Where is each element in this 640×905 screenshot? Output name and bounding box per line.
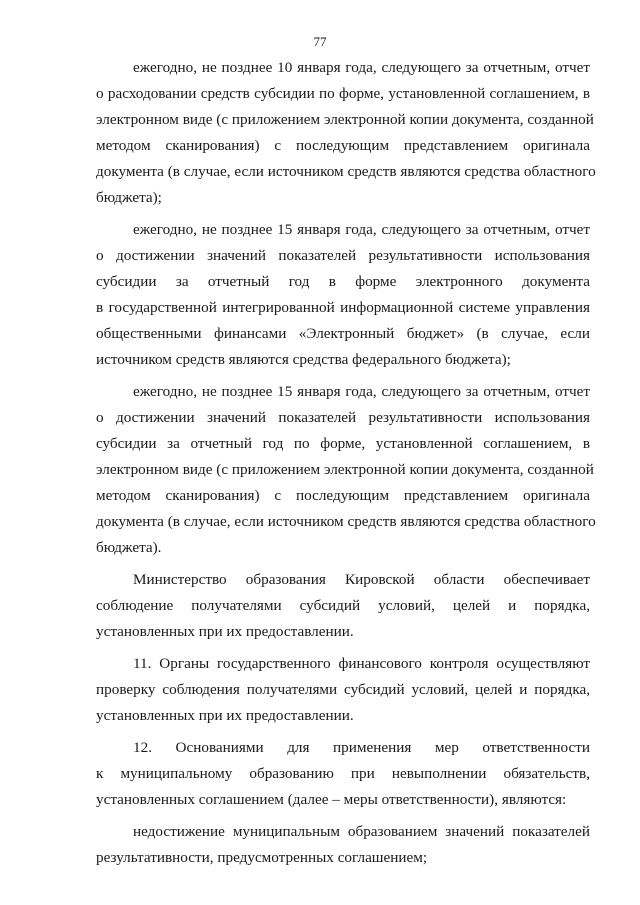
text-line: 11. Органы государственного финансового контроля осуществляют — [133, 655, 590, 672]
text-line: электронном виде (с приложением электронной копии документа, созданной — [96, 111, 594, 128]
paragraph-report-regional — [96, 379, 596, 561]
text-line: субсидии за отчетный год в форме электронного документа — [96, 273, 590, 290]
text-line: бюджета); — [96, 189, 162, 206]
text-line: установленных соглашением (далее – меры ответственности), являются: — [96, 791, 567, 808]
text-line: установленных при их предоставлении. — [96, 707, 354, 724]
text-line: о достижении значений показателей результативности использования — [96, 409, 590, 426]
page-number: 77 — [313, 34, 327, 49]
paragraph-nonachievement — [96, 819, 590, 871]
text-line: установленных при их предоставлении. — [96, 623, 354, 640]
paragraph-item-11 — [96, 651, 590, 729]
paragraph-item-12 — [96, 735, 590, 813]
text-line: ежегодно, не позднее 15 января года, следующего за отчетным, отчет — [133, 221, 590, 238]
paragraph-report-federal — [96, 217, 590, 373]
text-line: общественными финансами «Электронный бюджет» (в случае, если — [96, 325, 590, 342]
text-line: субсидии за отчетный год по форме, установленной соглашением, в — [96, 435, 590, 452]
text-line: ежегодно, не позднее 10 января года, следующего за отчетным, отчет — [133, 59, 590, 76]
text-line: проверку соблюдения получателями субсидий условий, целей и порядка, — [96, 681, 590, 698]
text-line: 12. Основаниями для применения мер ответственности — [133, 739, 590, 756]
text-line: Министерство образования Кировской области обеспечивает — [133, 571, 590, 588]
text-line: источником средств являются средства федерального бюджета); — [96, 351, 511, 368]
text-line: методом сканирования) с последующим представлением оригинала — [96, 487, 590, 504]
text-line: методом сканирования) с последующим представлением оригинала — [96, 137, 590, 154]
text-line: к муниципальному образованию при невыполнении обязательств, — [96, 765, 590, 782]
text-line: о расходовании средств субсидии по форме, установленной соглашением, в — [96, 85, 590, 102]
paragraph-ministry — [96, 567, 590, 645]
text-line: документа (в случае, если источником средств являются средства областного — [96, 163, 596, 180]
document-body — [96, 55, 596, 871]
text-line: бюджета). — [96, 539, 162, 556]
text-line: соблюдение получателями субсидий условий, целей и порядка, — [96, 597, 590, 614]
text-line: документа (в случае, если источником средств являются средства областного — [96, 513, 596, 530]
text-line: о достижении значений показателей результативности использования — [96, 247, 590, 264]
text-line: недостижение муниципальным образованием значений показателей — [133, 823, 590, 840]
paragraph-report-expenditure — [96, 55, 596, 211]
text-line: ежегодно, не позднее 15 января года, следующего за отчетным, отчет — [133, 383, 590, 400]
text-line: результативности, предусмотренных соглашением; — [96, 849, 428, 866]
text-line: электронном виде (с приложением электронной копии документа, созданной — [96, 461, 594, 478]
text-line: в государственной интегрированной информационной системе управления — [96, 299, 590, 316]
